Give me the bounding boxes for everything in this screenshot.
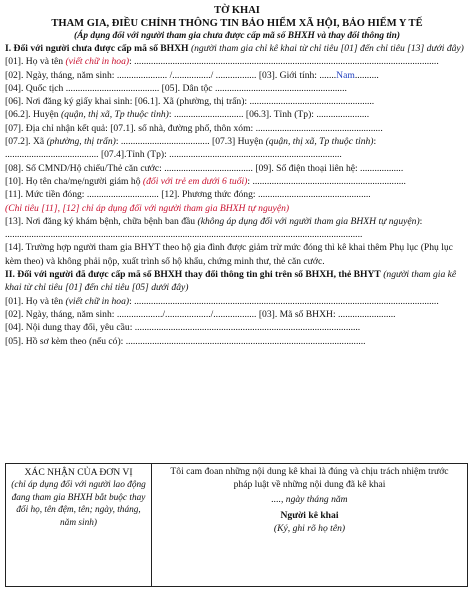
s1-field-11[interactable]: [11]. Mức tiền đóng: .............................. [12]. Phương thức đóng: ............................................... [5,189,371,201]
s1-field-07[interactable]: [07]. Địa chỉ nhận kết quả: [07.1]. số nhà, đường phố, thôn xóm: ..................................................... [5,122,383,134]
s2-field-01-label: [01]. Họ và tên [5,295,66,307]
s1-field-14: [14]. Trường hợp người tham gia BHYT theo hộ gia đình được giảm trừ mức đóng thì kê khai thêm Phụ lục (Phụ lục kèm theo) và không phải nộp, xuất trình sổ hộ khẩu, chứng minh thư, thẻ căn cước. [5,242,453,267]
section-1-note: (người tham gia chỉ kê khai từ chỉ tiêu [01] đến chỉ tiêu [13] dưới đây) [190,43,464,54]
section-2-note: (người tham gia kê khai từ chỉ tiêu [01] đến chỉ tiêu [05] dưới đây) [5,269,457,294]
declarant-label: Người kê khai [280,509,339,521]
s1-field-06[interactable]: [06]. Nơi đăng ký giấy khai sinh: [06.1]. Xã (phường, thị trấn): .................................................... [5,96,375,108]
s1-field-02-text: [02]. Ngày, tháng, năm sinh: ..................... /................/ ................. [03]. Giới tính: ....... [5,69,337,81]
unit-confirmation-note: (chỉ áp dụng đối với người lao động đang tham gia BHXH bắt buộc thay đổi họ, tên đệm, tên; ngày, tháng, năm sinh) [11,480,146,528]
form-heading: THAM GIA, ĐIỀU CHỈNH THÔNG TIN BẢO HIỂM XÃ HỘI, BẢO HIỂM Y TẾ [51,18,423,29]
s1-field-01-label: [01]. Họ và tên [5,56,64,68]
section-1-heading [5,42,469,55]
s1-field-06-2-note: (quận, thị xã, Tp thuộc tỉnh) [60,109,169,121]
declaration-date[interactable]: ...., ngày tháng năm [271,493,348,505]
s1-field-06-2[interactable] [5,108,469,121]
s1-field-13-tail: : [419,215,423,227]
s1-field-04[interactable]: [04]. Quốc tịch ....................................... [05]. Dân tộc ....................................................... [5,82,347,94]
signature-box [5,463,468,587]
form-title: TỜ KHAI [214,5,260,16]
declaration-statement: Tôi cam đoan những nội dung kê khai là đúng và chịu trách nhiệm trước pháp luật về những nội dung đã kê khai [170,466,449,490]
unit-confirmation-title: XÁC NHẬN CỦA ĐƠN VỊ [24,467,133,478]
s1-field-13-dots[interactable]: ..................................................................................................................................................... [5,229,363,241]
declarant-signature [152,464,467,586]
s1-field-07-4[interactable]: ....................................... [07.4].Tỉnh (Tp): ........................................................................ [5,149,342,161]
s1-field-10-dots: : ................................................................ [247,175,406,187]
s2-field-01-note: (viết chữ in hoa) [65,295,130,307]
s1-field-06-2-label: [06.2]. Huyện [5,109,61,121]
s2-field-02[interactable]: [02]. Ngày, tháng, năm sinh: .................../.................../.................. [03]. Mã số BHXH: ........................ [5,308,396,320]
form-subtitle: (Áp dụng đối với người tham gia chưa được cấp mã số BHXH và thay đổi thông tin) [74,31,400,41]
s2-field-04[interactable]: [04]. Nội dung thay đổi, yêu cầu: .............................................................................................. [5,322,361,334]
s1-gender-value: Nam [336,69,355,81]
unit-confirmation [6,464,152,586]
s1-field-01-note: (viết chữ in hoa) [65,56,130,68]
s1-field-07-2-end: : [373,136,377,148]
s2-field-01-dots: : ............................................................................................................................... [129,295,439,307]
s1-field-13-label: [13]. Nơi đăng ký khám bệnh, chữa bệnh ban đầu [5,215,198,227]
signature-hint: (Ký, ghi rõ họ tên) [273,523,346,535]
section-2-title: II. Đối với người đã được cấp mã số BHXH thay đổi thông tin ghi trên sổ BHXH, thẻ BHYT [5,269,381,281]
s1-field-10[interactable] [5,175,469,188]
section-1-title: I. Đối với người chưa được cấp mã số BHXH [5,43,189,54]
s2-field-01[interactable] [5,295,469,308]
s1-field-13[interactable] [5,215,469,228]
s2-field-05[interactable]: [05]. Hồ sơ kèm theo (nếu có): .................................................................................................... [5,335,366,347]
s1-field-07-2-note1: (phường, thị trấn) [46,136,116,148]
s1-field-11-note: (Chỉ tiêu [11], [12] chỉ áp dụng đối với người tham gia BHXH tự nguyện) [5,202,290,214]
s1-field-01-dots: : ............................................................................................................................... [129,56,439,68]
s1-field-02[interactable] [5,69,469,82]
s1-field-10-note: (đối với trẻ em dưới 6 tuổi) [142,175,248,187]
s1-field-07-2-mid: : ..................................... [07.3] Huyện [115,136,266,148]
s1-field-01[interactable] [5,55,469,68]
s1-field-07-2-note2: (quận, thị xã, Tp thuộc tỉnh) [265,136,374,148]
s1-field-06-2-dots: : ............................. [06.3]. Tỉnh (Tp): ...................... [168,109,370,121]
s1-field-13-note: (không áp dụng đối với người tham gia BHXH tự nguyện) [197,215,420,227]
s1-field-10-label: [10]. Họ tên cha/mẹ/người giám hộ [5,175,143,187]
s1-field-08[interactable]: [08]. Số CMND/Hộ chiếu/Thẻ căn cước: ..................................... [09]. Số điện thoại liên hệ: .................. [5,162,404,174]
s1-field-07-2[interactable] [5,135,469,148]
s1-field-07-2-label: [07.2]. Xã [5,136,47,148]
s1-field-02-tail: .......... [354,69,379,81]
section-2-heading [5,268,469,295]
